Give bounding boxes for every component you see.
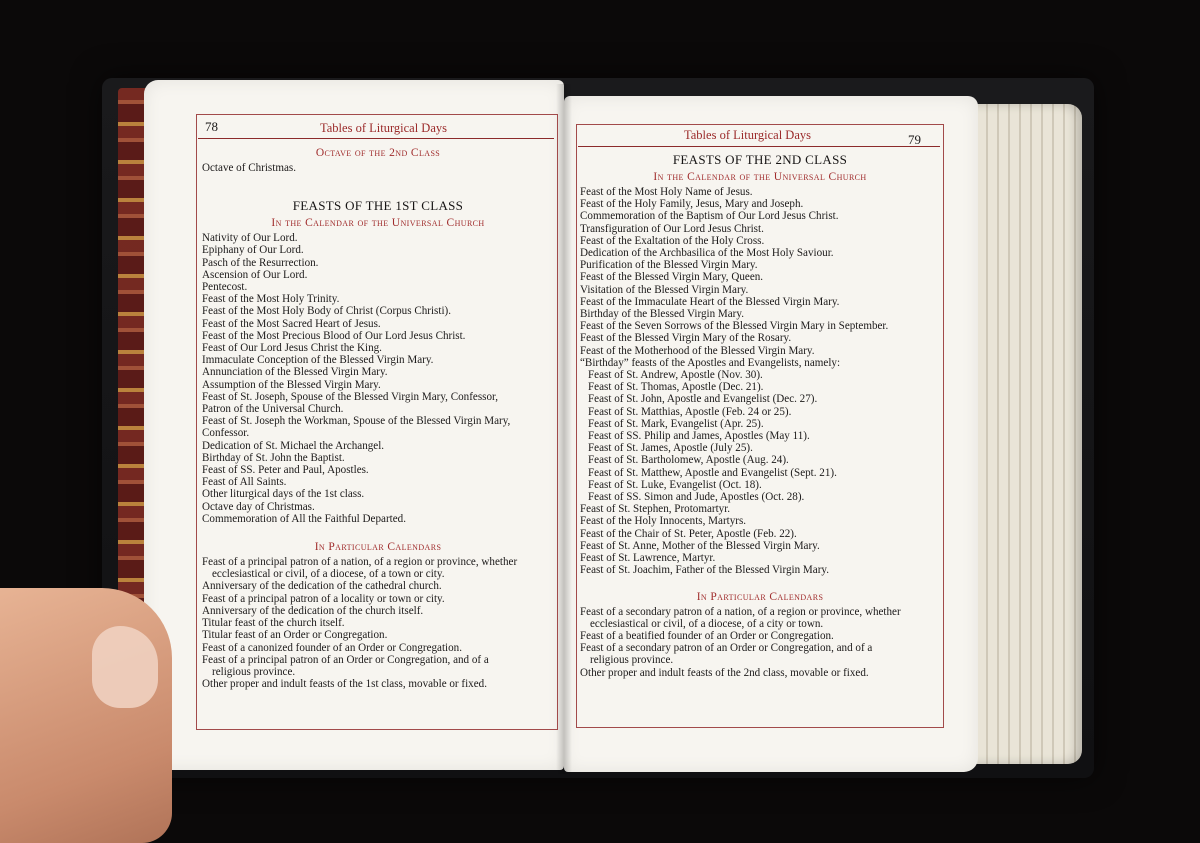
feast-item: Feast of the Holy Family, Jesus, Mary and Joseph. [580, 198, 804, 211]
feast-item: Octave day of Christmas. [202, 500, 315, 513]
apostle-feast-item: Feast of St. Thomas, Apostle (Dec. 21). [588, 381, 764, 394]
feast-item: Anniversary of the dedication of the cathedral church. [202, 580, 442, 593]
apostle-feast-item: Feast of St. Luke, Evangelist (Oct. 18). [588, 478, 762, 491]
apostle-feast-item: Feast of St. John, Apostle and Evangelist (Dec. 27). [588, 393, 818, 406]
feast-item: Feast of the Immaculate Heart of the Blessed Virgin Mary. [580, 295, 840, 308]
feast-item: Feast of the Most Holy Trinity. [202, 293, 340, 306]
section-title-1st-class: FEASTS OF THE 1ST CLASS [292, 198, 464, 214]
apostle-feast-item: Feast of St. Matthias, Apostle (Feb. 24 or 25). [588, 405, 792, 418]
feast-item: Commemoration of All the Faithful Departed. [202, 512, 406, 525]
feast-item: Pentecost. [202, 281, 248, 294]
feast-item: Feast of the Most Holy Body of Christ (Corpus Christi). [202, 305, 451, 318]
feast-item: Feast of St. Joseph, Spouse of the Blessed Virgin Mary, Confessor, [202, 390, 499, 403]
feast-item: Birthday of the Blessed Virgin Mary. [580, 308, 744, 321]
left-page-number: 78 [205, 119, 218, 134]
feast-item: Birthday of St. John the Baptist. [202, 451, 345, 464]
feast-item: Feast of Our Lord Jesus Christ the King. [202, 342, 382, 355]
feast-item: Epiphany of Our Lord. [202, 244, 304, 257]
particular-feast-list [202, 556, 554, 690]
apostle-feast-item: Feast of St. Matthew, Apostle and Evangelist (Sept. 21). [588, 466, 837, 479]
feast-item: Feast of the Most Sacred Heart of Jesus. [202, 317, 381, 330]
feast-item: Feast of the Exaltation of the Holy Cross. [580, 234, 765, 247]
left-header-rule [198, 138, 554, 139]
martyr-feast-list [580, 503, 940, 576]
feast-item: religious province. [212, 665, 296, 678]
feast-item: ecclesiastical or civil, of a diocese, of a town or city. [212, 568, 445, 581]
octave-list [202, 162, 554, 174]
left-running-title: Tables of Liturgical Days [320, 121, 447, 135]
right-running-title: Tables of Liturgical Days [684, 128, 811, 142]
octave-item: Octave of Christmas. [202, 162, 296, 174]
feast-item: Immaculate Conception of the Blessed Virgin Mary. [202, 354, 434, 367]
feast-item: “Birthday” feasts of the Apostles and Evangelists, namely: [580, 356, 841, 369]
particular-calendars-subhead-right: In Particular Calendars [696, 590, 824, 603]
feast-item: Confessor. [202, 427, 250, 440]
feast-item: Feast of the Most Precious Blood of Our Lord Jesus Christ. [202, 329, 466, 342]
feast-item: Feast of St. Stephen, Protomartyr. [580, 503, 731, 516]
book-gutter [556, 84, 572, 774]
feast-item: Feast of SS. Peter and Paul, Apostles. [202, 464, 369, 477]
feast-item: Pasch of the Resurrection. [202, 256, 319, 269]
particular-calendars-subhead: In Particular Calendars [314, 541, 442, 554]
feast-item: Feast of the Most Holy Name of Jesus. [580, 186, 753, 198]
feast-item: Feast of the Blessed Virgin Mary, Queen. [580, 271, 764, 284]
feast-item: Feast of St. Anne, Mother of the Blessed Virgin Mary. [580, 539, 820, 552]
apostle-feast-item: Feast of St. Andrew, Apostle (Nov. 30). [588, 369, 763, 382]
apostle-feast-item: Feast of St. Bartholomew, Apostle (Aug. 24). [588, 454, 789, 467]
feast-item: Feast of the Blessed Virgin Mary of the Rosary. [580, 332, 792, 345]
universal-feast-list-right [580, 186, 940, 369]
feast-item: Dedication of the Archbasilica of the Most Holy Saviour. [580, 247, 834, 260]
apostle-feast-item: Feast of SS. Philip and James, Apostles (May 11). [588, 430, 810, 443]
feast-item: Commemoration of the Baptism of Our Lord Jesus Christ. [580, 210, 839, 223]
feast-item: Feast of a principal patron of a locality or town or city. [202, 592, 445, 605]
particular-feast-list-right [580, 606, 940, 679]
feast-item: Feast of a principal patron of a nation, of a region or province, whether [202, 556, 518, 569]
feast-item: Feast of a beatified founder of an Order or Congregation. [580, 629, 834, 642]
feast-item: Titular feast of an Order or Congregation. [202, 629, 388, 642]
universal-feast-list [202, 232, 554, 525]
feast-item: Other proper and indult feasts of the 1st class, movable or fixed. [202, 678, 487, 691]
feast-item: Feast of St. Lawrence, Martyr. [580, 552, 716, 565]
feast-item: Transfiguration of Our Lord Jesus Christ. [580, 222, 764, 235]
universal-church-subhead-right: In the Calendar of the Universal Church [653, 171, 867, 183]
feast-item: Purification of the Blessed Virgin Mary. [580, 259, 758, 272]
page-edges-stack [966, 104, 1082, 764]
feast-item: Titular feast of the church itself. [202, 617, 345, 630]
right-page-text [580, 146, 940, 679]
feast-item: Nativity of Our Lord. [202, 232, 298, 245]
feast-item: ecclesiastical or civil, of a diocese, of a city or town. [590, 617, 824, 630]
feast-item: Feast of a canonized founder of an Order or Congregation. [202, 641, 462, 654]
holding-hand [0, 588, 172, 843]
feast-item: Ascension of Our Lord. [202, 268, 308, 281]
feast-item: Annunciation of the Blessed Virgin Mary. [202, 366, 388, 379]
feast-item: Feast of the Motherhood of the Blessed Virgin Mary. [580, 344, 815, 357]
feast-item: Feast of a secondary patron of an Order or Congregation, and of a [580, 642, 873, 655]
thumbnail [92, 626, 158, 708]
feast-item: Other proper and indult feasts of the 2nd class, movable or fixed. [580, 666, 869, 679]
universal-church-subhead: In the Calendar of the Universal Church [271, 217, 485, 230]
feast-item: Feast of a principal patron of an Order or Congregation, and of a [202, 653, 489, 666]
feast-item: Feast of the Chair of St. Peter, Apostle (Feb. 22). [580, 527, 797, 540]
feast-item: Patron of the Universal Church. [202, 403, 344, 416]
apostle-feast-item: Feast of St. Mark, Evangelist (Apr. 25). [588, 417, 764, 430]
feast-item: Feast of St. Joachim, Father of the Blessed Virgin Mary. [580, 564, 830, 577]
feast-item: religious province. [590, 654, 674, 667]
feast-item: Feast of All Saints. [202, 476, 287, 489]
left-page-text [202, 140, 554, 690]
feast-item: Visitation of the Blessed Virgin Mary. [580, 283, 749, 296]
apostle-feast-item: Feast of St. James, Apostle (July 25). [588, 442, 753, 455]
feast-item: Feast of the Seven Sorrows of the Blessed Virgin Mary in September. [580, 320, 889, 333]
feast-item: Feast of the Holy Innocents, Martyrs. [580, 515, 747, 528]
feast-item: Other liturgical days of the 1st class. [202, 488, 365, 501]
apostle-feast-item: Feast of SS. Simon and Jude, Apostles (Oct. 28). [588, 491, 805, 504]
right-page-number: 79 [908, 132, 921, 147]
feast-item: Feast of a secondary patron of a nation, of a region or province, whether [580, 605, 901, 618]
feast-item: Anniversary of the dedication of the church itself. [202, 604, 424, 617]
section-title-2nd-class: FEASTS OF THE 2ND CLASS [672, 152, 848, 167]
apostle-feast-list [580, 369, 940, 503]
octave-subhead: Octave of the 2nd Class [315, 147, 441, 159]
feast-item: Dedication of St. Michael the Archangel. [202, 439, 385, 452]
feast-item: Assumption of the Blessed Virgin Mary. [202, 378, 381, 391]
feast-item: Feast of St. Joseph the Workman, Spouse of the Blessed Virgin Mary, [202, 415, 511, 428]
